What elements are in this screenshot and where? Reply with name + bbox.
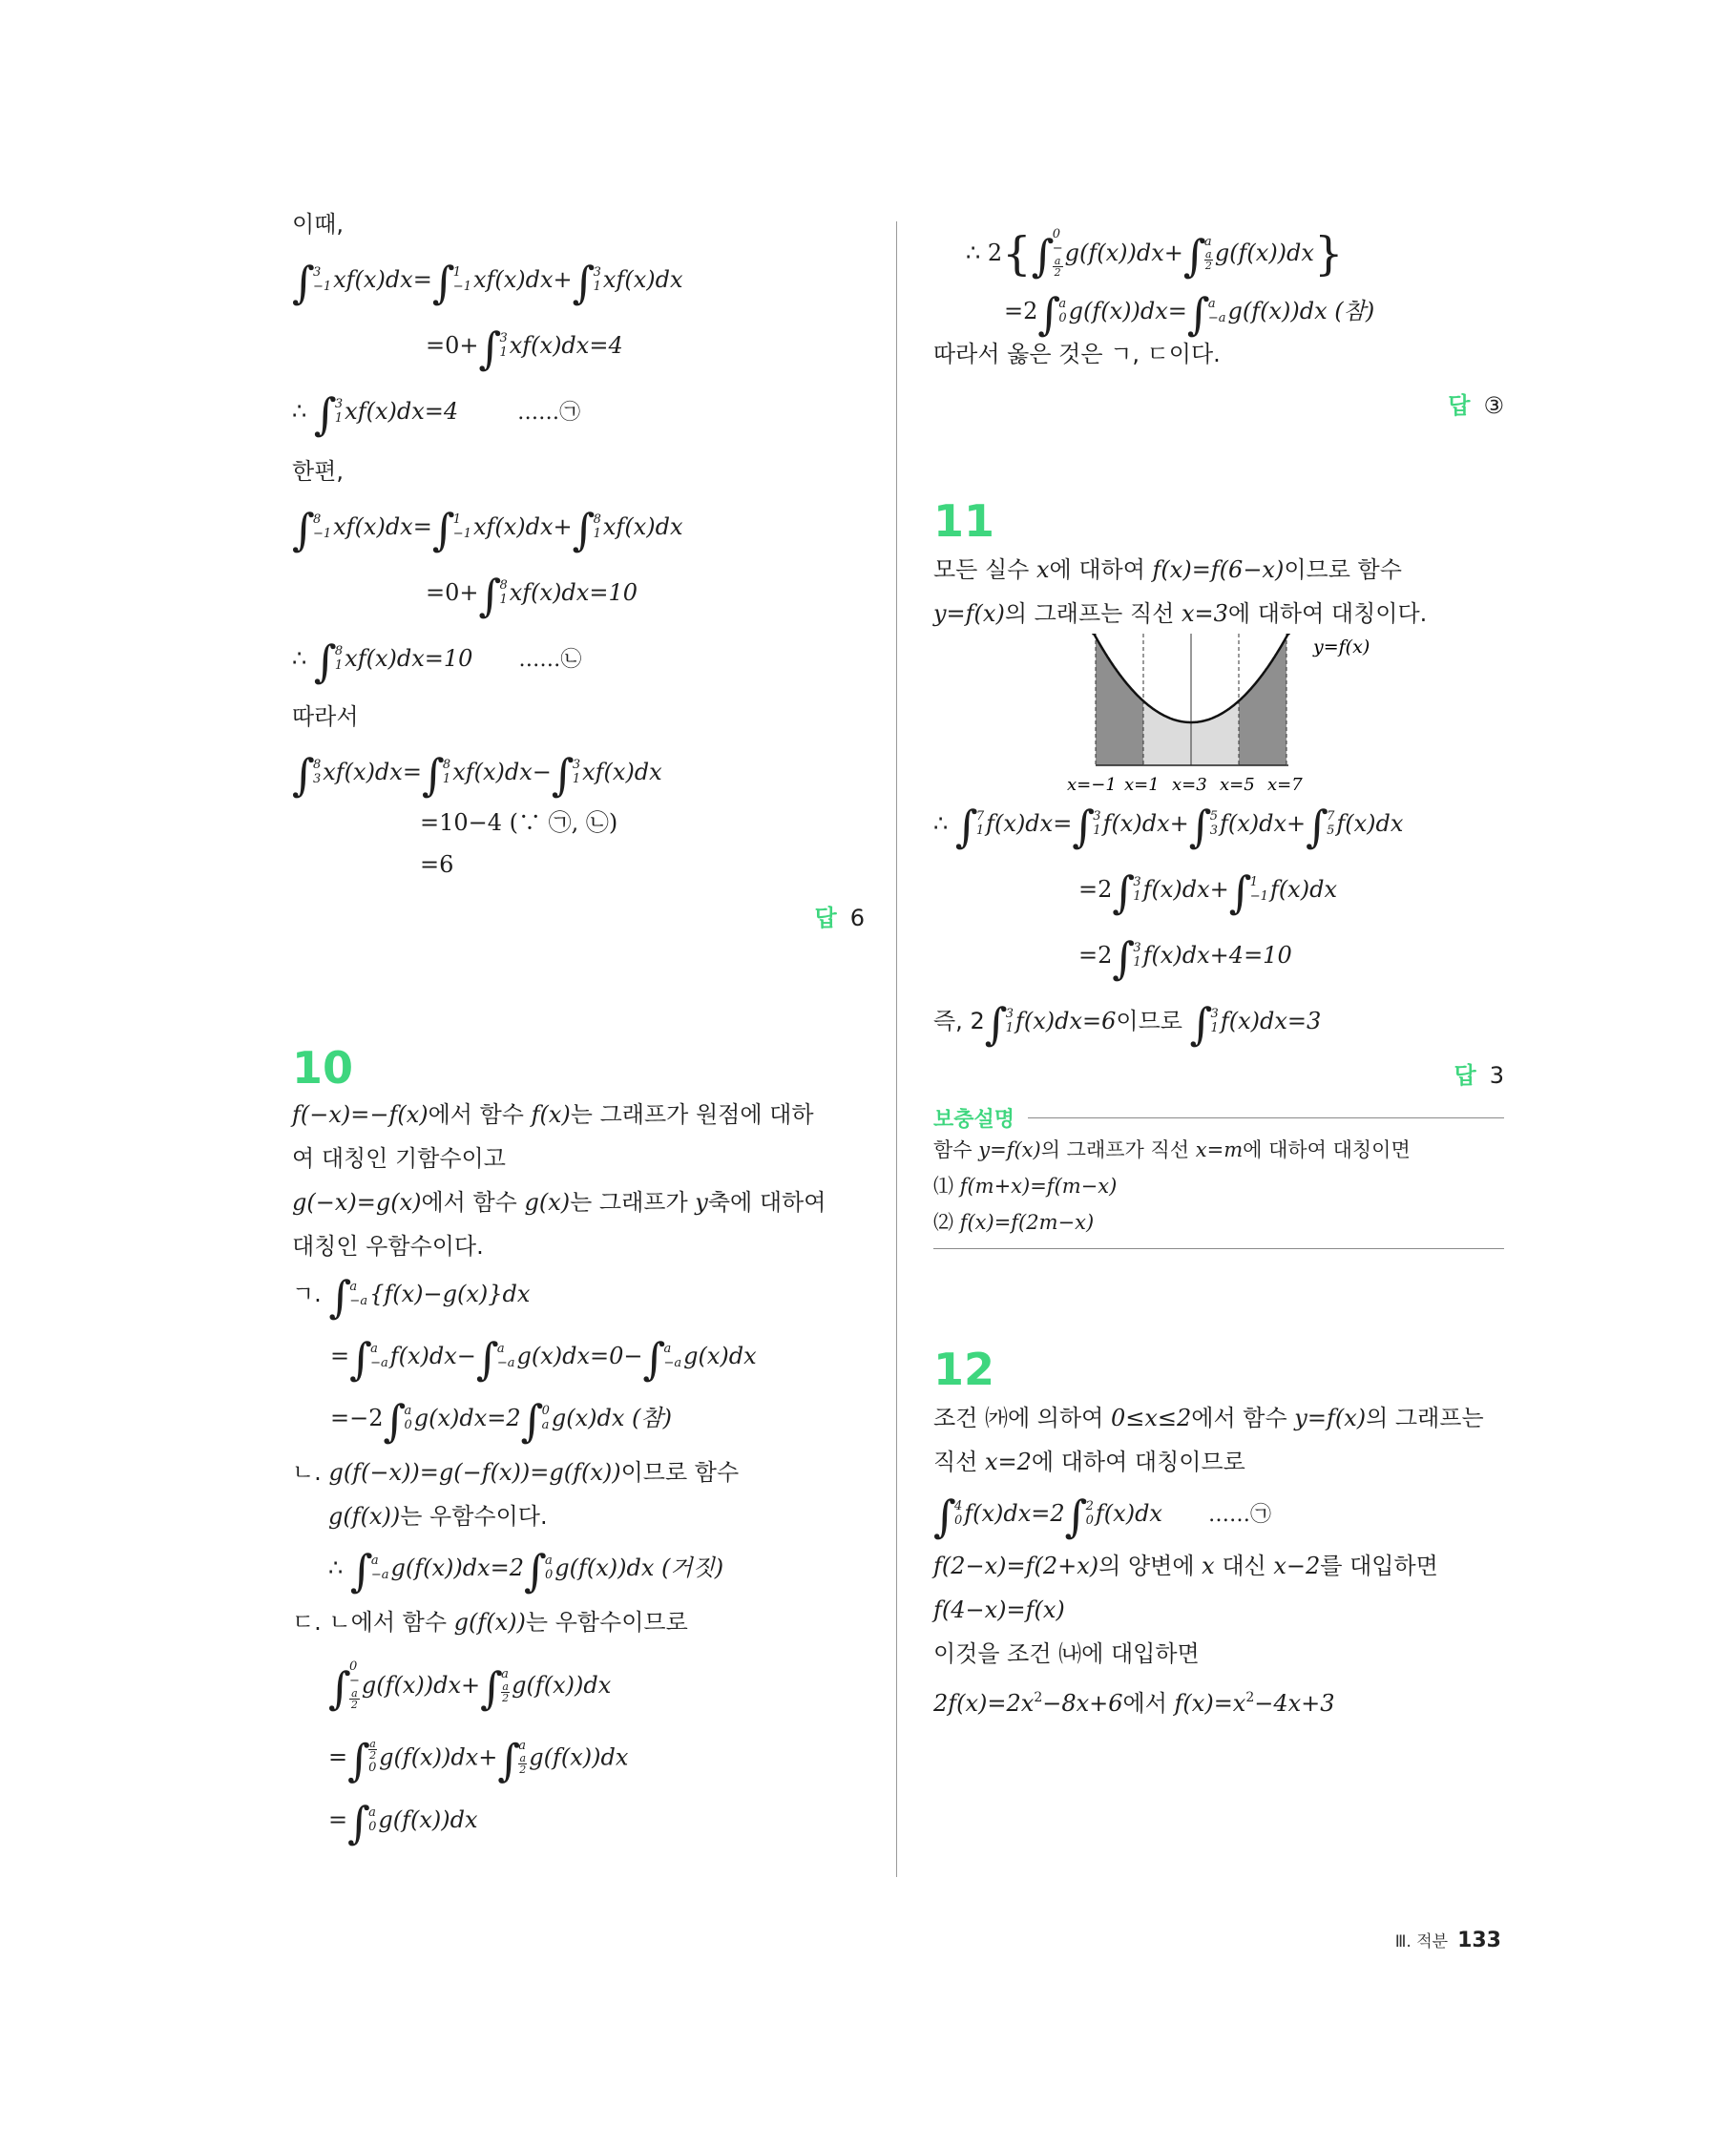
text-line: f(−x)=−f(x)에서 함수 f(x)는 그래프가 원점에 대하 [292,1101,814,1128]
equation: ∫ 4 0 f(x)dx=2∫ 2 0 f(x)dx ……㉠ [933,1491,1271,1542]
text-line: f(2−x)=f(2+x)의 양변에 x 대신 x−2를 대입하면 [933,1553,1438,1579]
text-line: 따라서 [292,703,359,730]
text-line: 여 대칭인 기함수이고 [292,1145,506,1172]
answer-6: 답 6 [814,905,865,931]
text-line: g(−x)=g(x)에서 함수 g(x)는 그래프가 y축에 대하여 [292,1189,826,1216]
equation: =10−4 (∵ ㉠, ㉡) [420,809,618,836]
graph-svg [933,634,1504,805]
text-line: y=f(x)의 그래프는 직선 x=3에 대하여 대칭이다. [933,600,1428,627]
supp-line: ⑵ f(x)=f(2m−x) [933,1211,1095,1234]
supplementary-box [933,1103,1504,1249]
equation: ∴ ∫ 7 1 f(x)dx=∫ 3 1 f(x)dx+∫ 5 3 f(x)dx+∫ 7 5 f(x)dx [933,801,1404,852]
equation: =∫ a 0 g(f(x))dx [328,1797,478,1848]
problem-number-11: 11 [933,495,995,547]
supp-line: 함수 y=f(x)의 그래프가 직선 x=m에 대하여 대칭이면 [933,1138,1411,1161]
text-line: ㄷ. ㄴ에서 함수 g(f(x))는 우함수이므로 [292,1609,688,1636]
supplementary-title: 보충설명 [933,1107,1015,1132]
left-column [292,210,865,1848]
equation: ∴ ∫ 8 1 xf(x)dx=10 ……㉡ [292,636,582,687]
text-line: g(f(x))는 우함수이다. [328,1503,548,1530]
tick-label: x=−1 [1067,775,1117,795]
supp-line: ⑴ f(m+x)=f(m−x) [933,1175,1118,1198]
equation: ∫ 3 −1 xf(x)dx=∫ 1 −1 xf(x)dx+∫ 3 1 xf(x)dx [292,257,683,308]
text-line: 모든 실수 x에 대하여 f(x)=f(6−x)이므로 함수 [933,556,1402,583]
problem-number-12: 12 [933,1344,995,1395]
equation: =2∫ 3 1 f(x)dx+∫ 1 −1 f(x)dx [1078,866,1337,918]
text-line: 이때, [292,211,344,238]
equation: =6 [420,851,454,878]
equation: ㄱ. ∫ a −a {f(x)−g(x)}dx [292,1271,531,1323]
equation: ∴ 2{∫ 0 − a 2 g(f(x))dx+∫ a a 2 g(f(x))dx} [966,227,1344,282]
supplementary-body [933,1132,1504,1241]
text-line: $2f(x)=2x^2-8x+6$에서 $f(x)=x^2-4x+3$ [933,1690,1335,1717]
equation: =2∫ 3 1 f(x)dx+4=10 [1078,932,1292,984]
shaded-area-right [1239,636,1286,765]
answer-3: 답 3 [1454,1062,1504,1089]
shaded-area-left [1096,636,1143,765]
equation: =∫ a 2 0 g(f(x))dx+∫ a a 2 g(f(x))dx [328,1734,629,1786]
page-footer [1395,1928,1501,1952]
column-divider [896,221,897,1877]
tick-labels [1067,775,1303,795]
curve-label: y=f(x) [1313,636,1370,657]
supplementary-header [933,1103,1504,1132]
text-line: 한편, [292,458,344,485]
text-line: ㄴ. g(f(−x))=g(−f(x))=g(f(x))이므로 함수 [292,1459,740,1486]
equation: 즉, 2∫ 3 1 f(x)dx=6이므로 ∫ 3 1 f(x)dx=3 [933,998,1322,1050]
answer-3-circled: 답 ③ [1448,392,1504,419]
text-line: 이것을 조건 ㈏에 대입하면 [933,1640,1200,1667]
page-number: 133 [1457,1929,1501,1952]
text-line: 대칭인 우함수이다. [292,1233,484,1260]
equation: ∴ ∫ a −a g(f(x))dx=2∫ a 0 g(f(x))dx (거짓) [328,1545,724,1596]
right-column [933,210,1504,1717]
text-line: f(4−x)=f(x) [933,1596,1065,1623]
text-line: 따라서 옳은 것은 ㄱ, ㄷ이다. [933,341,1221,367]
text-line: 조건 ㈎에 의하여 0≤x≤2에서 함수 y=f(x)의 그래프는 [933,1405,1484,1431]
equation: =∫ a −a f(x)dx−∫ a −a g(x)dx=0−∫ a −a g(x)dx [330,1333,757,1385]
tick-label: x=1 [1124,775,1160,795]
equation: =−2∫ a 0 g(x)dx=2∫ 0 a g(x)dx (참) [330,1395,672,1447]
equation: ∫ 8 −1 xf(x)dx=∫ 1 −1 xf(x)dx+∫ 8 1 xf(x)dx [292,504,683,555]
equation: =0+∫ 3 1 xf(x)dx=4 [426,323,623,374]
problem-number-10: 10 [292,1042,354,1094]
tick-label: x=7 [1267,775,1303,795]
equation: ∫ 8 3 xf(x)dx=∫ 8 1 xf(x)dx−∫ 3 1 xf(x)dx [292,749,662,801]
parabola-graph [933,634,1504,805]
equation: ∫ 0 − a 2 g(f(x))dx+∫ a a 2 g(f(x))dx [328,1659,612,1714]
text-line: 직선 x=2에 대하여 대칭이므로 [933,1449,1245,1475]
equation: =2∫ a 0 g(f(x))dx=∫ a −a g(f(x))dx (참) [1004,288,1375,340]
section-label: Ⅲ. 적분 [1394,1932,1449,1951]
tick-label: x=3 [1172,775,1207,795]
equation: ∴ ∫ 3 1 xf(x)dx=4 ……㉠ [292,388,581,440]
tick-label: x=5 [1220,775,1255,795]
equation: =0+∫ 8 1 xf(x)dx=10 [426,570,638,621]
